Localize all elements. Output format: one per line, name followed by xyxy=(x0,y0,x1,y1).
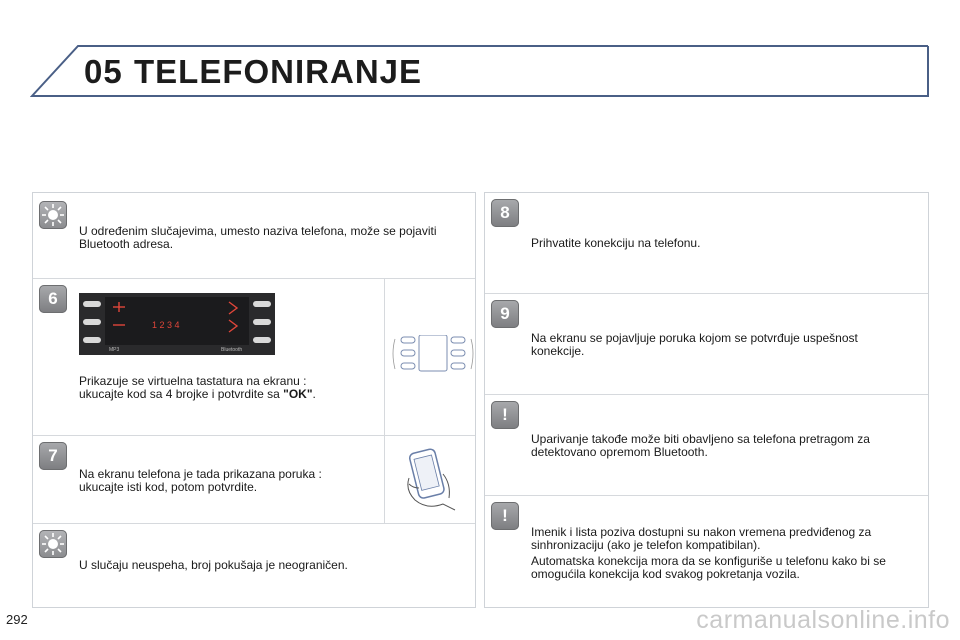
warning-exclamation-icon: ! xyxy=(491,401,519,429)
tip-row-2 xyxy=(33,524,475,609)
note-text-1: Uparivanje takođe može biti obavljeno sa telefona pretragom za detektovano opremom Bluetooth. xyxy=(531,432,870,459)
step-row-7 xyxy=(33,436,475,524)
warning-exclamation-icon: ! xyxy=(491,502,519,530)
step-badge-7: 7 xyxy=(39,442,67,470)
right-column xyxy=(484,192,929,608)
note-row-1 xyxy=(485,395,928,496)
step-row-8 xyxy=(485,193,928,294)
step-badge-8: 8 xyxy=(491,199,519,227)
tip-lightbulb-icon xyxy=(39,530,67,558)
phone-in-hand-icon xyxy=(399,444,461,512)
tip-row-1 xyxy=(33,193,475,279)
row-divider xyxy=(384,436,385,524)
step-badge-6: 6 xyxy=(39,285,67,313)
display-digits: 1 2 3 4 xyxy=(152,320,180,330)
ok-keyword: "OK" xyxy=(283,387,313,401)
display-brand-label: Bluetooth xyxy=(221,347,243,353)
chapter-title: TELEFONIRANJE xyxy=(134,53,423,90)
tip-lightbulb-icon xyxy=(39,201,67,229)
tip-text-2: U slučaju neuspeha, broj pokušaja je neograničen. xyxy=(79,558,348,572)
note-row-2 xyxy=(485,496,928,609)
step-row-9 xyxy=(485,294,928,395)
step-text-8: Prihvatite konekciju na telefonu. xyxy=(531,236,701,250)
step6-line2: ukucajte kod sa 4 brojke i potvrdite sa "OK". xyxy=(79,387,316,401)
step-text-7: Na ekranu telefona je tada prikazana poruka : ukucajte isti kod, potom potvrdite. xyxy=(79,467,322,494)
keypad-illustration xyxy=(387,335,475,375)
step-text-9: Na ekranu se pojavljuje poruka kojom se potvrđuje uspešnost konekcije. xyxy=(531,331,858,358)
chapter-header xyxy=(30,44,930,102)
step-text-6 xyxy=(79,375,379,401)
watermark: carmanualsonline.info xyxy=(696,606,950,634)
display-mp3-label: MP3 xyxy=(109,347,120,353)
radio-display-image xyxy=(79,293,275,355)
chapter-number: 05 xyxy=(84,53,123,90)
step-badge-9: 9 xyxy=(491,300,519,328)
left-column xyxy=(32,192,476,608)
tip-text-1: U određenim slučajevima, umesto naziva telefona, može se pojaviti Bluetooth adresa. xyxy=(79,224,437,251)
page-number: 292 xyxy=(6,612,28,627)
step-row-6 xyxy=(33,279,475,436)
row-divider xyxy=(384,279,385,436)
note-text-2: Imenik i lista poziva dostupni su nakon vremena predviđenog za sinhronizaciju (ako je telefon kompatibilan). Automatska konekcija mora da se konfiguriše u telefonu kako bi se omogućila konekcija kod svakog pokretanja vozila. xyxy=(531,525,886,581)
step6-line1: Prikazuje se virtuelna tastatura na ekranu : xyxy=(79,374,307,388)
